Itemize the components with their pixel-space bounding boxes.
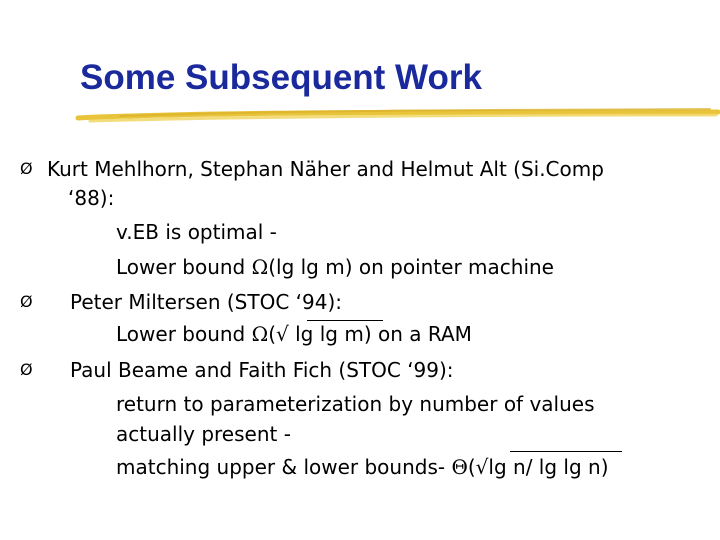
square-root-symbol: √ (475, 455, 489, 479)
sub-item-matching-bounds: matching upper & lower bounds- Θ(√lg n/ lg lg n) (116, 455, 609, 479)
sub-item-veb-optimal: v.EB is optimal - (116, 220, 277, 244)
arrow-bullet-icon: Ø (20, 159, 33, 178)
radical-overline (307, 320, 383, 321)
theta-symbol: Θ (451, 455, 468, 479)
sub-item-parameterization: return to parameterization by number of values (116, 392, 595, 416)
sub-item-ram-bound: Lower bound Ω(√ lg lg m) on a RAM (116, 322, 472, 346)
title-underline-brush (0, 0, 720, 140)
square-root-symbol: √ (276, 322, 289, 346)
arrow-bullet-icon: Ø (20, 360, 33, 379)
bullet-item-1-continuation: ‘88): (68, 186, 115, 210)
omega-symbol: Ω (251, 322, 269, 346)
bullet-item-2: Peter Miltersen (STOC ‘94): (70, 290, 343, 314)
sub-item-actually-present: actually present - (116, 422, 291, 446)
slide-title: Some Subsequent Work (80, 58, 482, 97)
bullet-item-3: Paul Beame and Faith Fich (STOC ‘99): (70, 358, 454, 382)
sub-item-pointer-bound: Lower bound Ω(lg lg m) on pointer machine (116, 255, 554, 279)
omega-symbol: Ω (251, 255, 269, 279)
bullet-item-1: Kurt Mehlhorn, Stephan Näher and Helmut Alt (Si.Comp (47, 157, 604, 181)
radical-overline (510, 451, 622, 452)
arrow-bullet-icon: Ø (20, 292, 33, 311)
